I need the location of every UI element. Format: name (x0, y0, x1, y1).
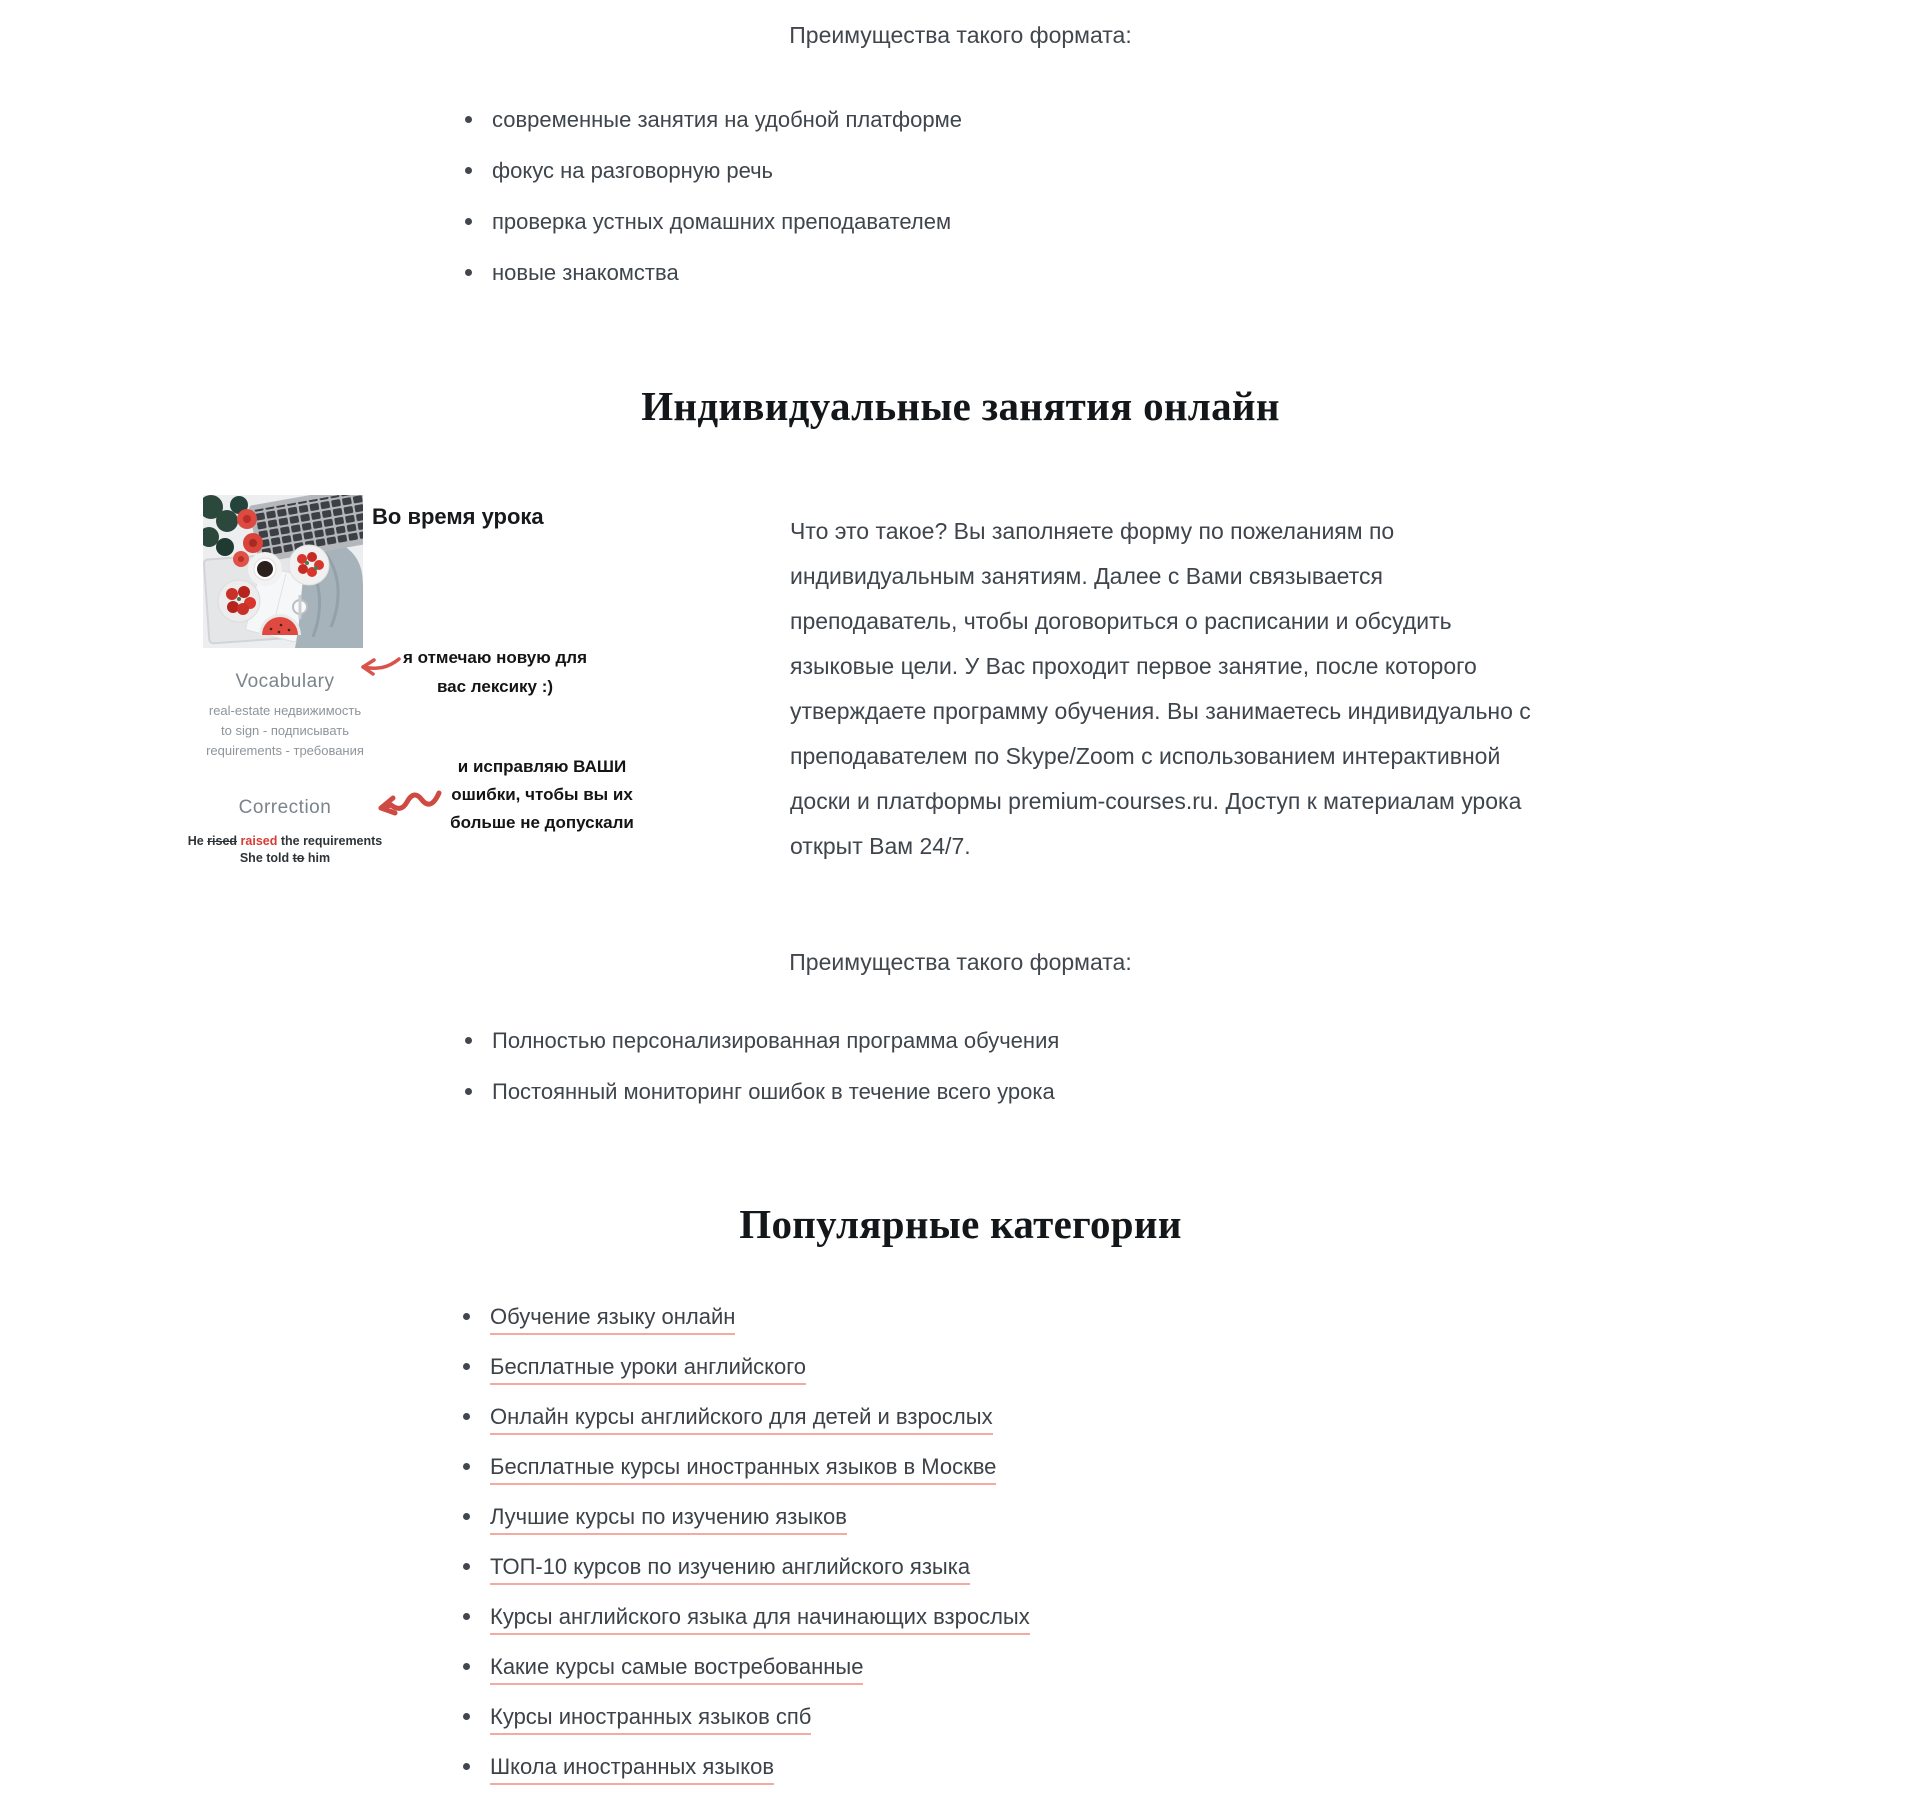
list-item (460, 1405, 1030, 1429)
corrected-word: raised (237, 834, 281, 848)
paragraph-line: открыт Вам 24/7. (790, 833, 971, 859)
list-item (460, 1655, 1030, 1679)
vocabulary-item: requirements - требования (206, 743, 364, 758)
example-text: She told (239, 851, 293, 865)
correction-title: Correction (238, 797, 332, 818)
paragraph-line: языковые цели. У Вас проходит первое занятие, после которого (790, 653, 1477, 679)
section-heading-popular: Популярные категории (739, 1201, 1182, 1247)
bullet-item: Постоянный мониторинг ошибок в течение всего урока (462, 1080, 1059, 1104)
vocabulary-card (165, 671, 405, 867)
intro-benefits-list (462, 108, 962, 312)
paragraph-line: доски и платформы premium-courses.ru. Доступ к материалам урока (790, 788, 1522, 814)
category-link[interactable]: Бесплатные уроки английского (490, 1354, 806, 1385)
vocabulary-item: to sign - подписывать (220, 723, 349, 738)
lesson-figure (160, 495, 670, 887)
correction-note-line: больше не допускали (450, 813, 634, 832)
benefits-title-top: Преимущества такого формата: (789, 22, 1132, 48)
vocabulary-item: real-estate недвижимость (208, 703, 362, 718)
lesson-photo (203, 495, 363, 648)
vocabulary-title: Vocabulary (235, 671, 335, 692)
wrong-word: rised (207, 834, 238, 848)
individual-media-row (160, 495, 1760, 887)
bullet-item: новые знакомства (462, 261, 962, 285)
correction-note-line: и исправляю ВАШИ (457, 757, 627, 776)
category-link[interactable]: Онлайн курсы английского для детей и взрослых (490, 1404, 993, 1435)
individual-description (790, 509, 1690, 869)
correction-note (440, 753, 644, 837)
list-item (460, 1455, 1030, 1479)
category-link[interactable]: ТОП-10 курсов по изучению английского языка (490, 1554, 970, 1585)
example-text: the requirements (280, 834, 383, 848)
vocab-note (388, 643, 602, 701)
category-link[interactable]: Бесплатные курсы иностранных языков в Москве (490, 1454, 996, 1485)
bullet-item: Полностью персонализированная программа обучения (462, 1029, 1059, 1053)
bullet-item: фокус на разговорную речь (462, 159, 962, 183)
paragraph-line: преподавателем по Skype/Zoom с использованием интерактивной (790, 743, 1501, 769)
paragraph-line: преподаватель, чтобы договориться о расписании и обсудить (790, 608, 1452, 634)
category-link[interactable]: Лучшие курсы по изучению языков (490, 1504, 847, 1535)
correction-example-line (165, 850, 405, 867)
list-item (460, 1305, 1030, 1329)
list-item (460, 1355, 1030, 1379)
correction-note-line: ошибки, чтобы вы их (451, 785, 633, 804)
list-item (460, 1505, 1030, 1529)
vocab-note-line: вас лексику :) (436, 677, 554, 696)
example-text: him (304, 851, 331, 865)
category-link[interactable]: Курсы английского языка для начинающих взрослых (490, 1604, 1030, 1635)
list-item (460, 1605, 1030, 1629)
category-link[interactable]: Школа иностранных языков (490, 1754, 774, 1785)
paragraph-line: индивидуальным занятиям. Далее с Вами связывается (790, 563, 1383, 589)
squiggle-arrow-icon (371, 785, 443, 819)
paragraph-line: Что это такое? Вы заполняете форму по пожеланиям по (790, 518, 1395, 544)
section-heading-individual: Индивидуальные занятия онлайн (641, 383, 1280, 429)
list-item (460, 1705, 1030, 1729)
category-link[interactable]: Какие курсы самые востребованные (490, 1654, 863, 1685)
list-item (460, 1555, 1030, 1579)
during-lesson-label: Во время урока (372, 504, 544, 529)
category-link[interactable]: Обучение языку онлайн (490, 1304, 735, 1335)
example-text: He (187, 834, 208, 848)
wrong-word: to (292, 851, 305, 865)
correction-example-line (165, 833, 405, 850)
bullet-item: проверка устных домашних преподавателем (462, 210, 962, 234)
benefits-title-individual: Преимущества такого формата: (789, 949, 1132, 975)
category-link[interactable]: Курсы иностранных языков спб (490, 1704, 811, 1735)
vocab-note-line: я отмечаю новую для (403, 648, 587, 667)
individual-benefits-list (462, 1029, 1059, 1131)
popular-categories-list (460, 1305, 1030, 1805)
paragraph-line: утверждаете программу обучения. Вы занимаетесь индивидуально с (790, 698, 1531, 724)
bullet-item: современные занятия на удобной платформе (462, 108, 962, 132)
list-item (460, 1755, 1030, 1779)
